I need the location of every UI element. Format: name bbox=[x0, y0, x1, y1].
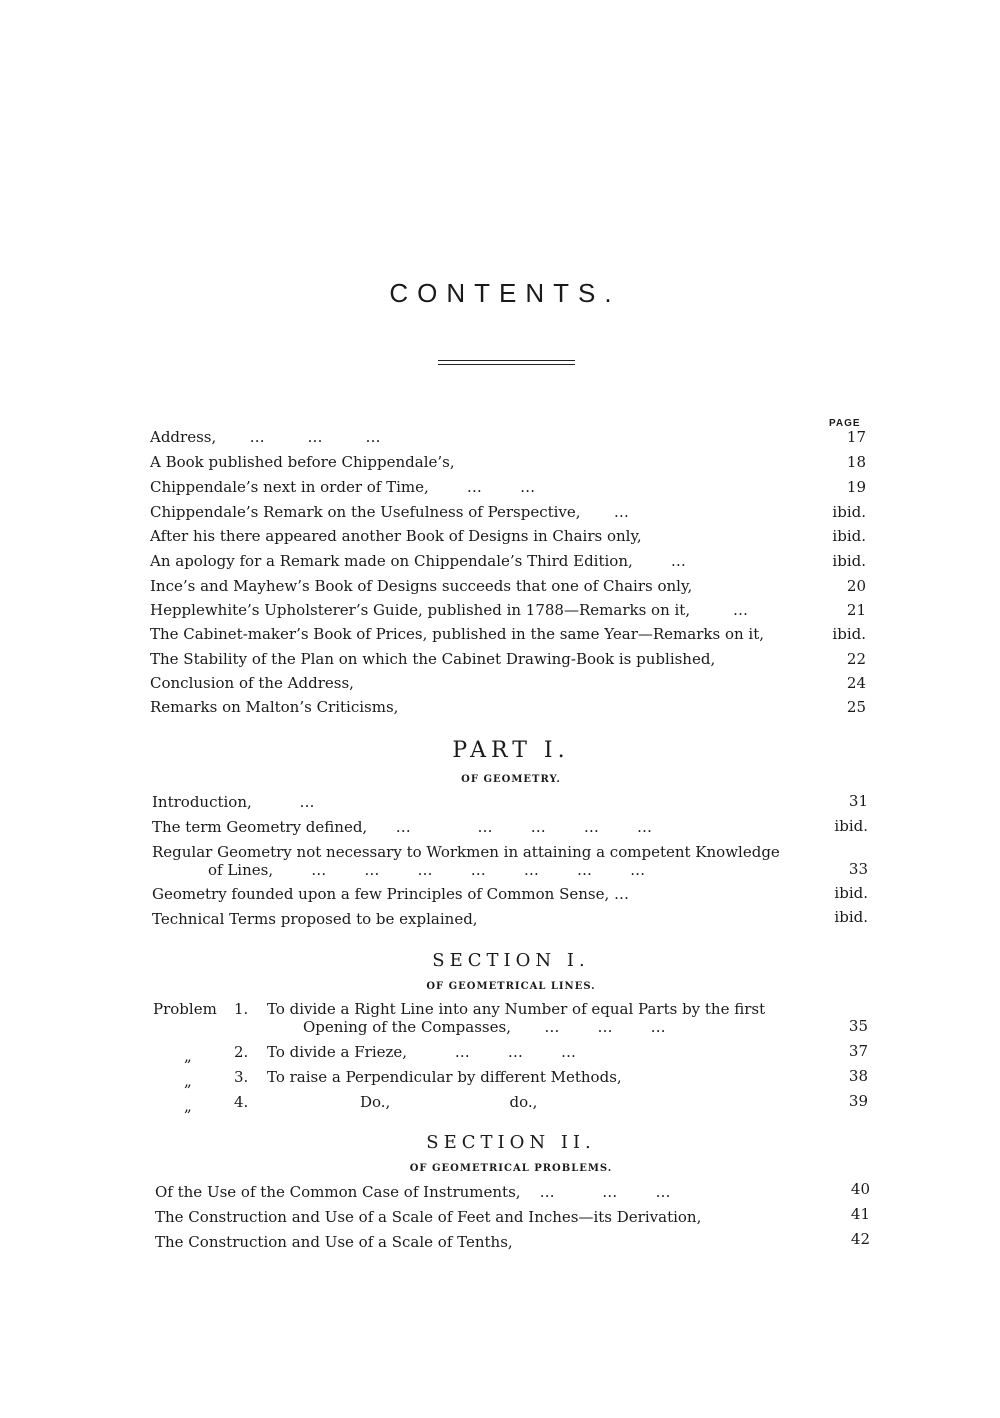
contents-entry: Remarks on Malton’s Criticisms, bbox=[150, 698, 399, 716]
contents-entry: Conclusion of the Address, bbox=[150, 674, 354, 692]
contents-entry: Ince’s and Mayhew’s Book of Designs succeeds that one of Chairs only, bbox=[150, 577, 693, 595]
page-number: 24 bbox=[846, 674, 866, 692]
problem-number: 4. bbox=[234, 1093, 249, 1111]
section1-title: SECTION I. bbox=[432, 950, 590, 971]
problem-text: Do., do., bbox=[360, 1093, 538, 1111]
problem-label: Problem bbox=[153, 1000, 217, 1018]
contents-entry: Address, … … … bbox=[150, 428, 381, 446]
ditto-mark: „ bbox=[184, 1072, 192, 1090]
section2-subtitle: OF GEOMETRICAL PROBLEMS. bbox=[409, 1163, 613, 1174]
contents-entry: The Stability of the Plan on which the Cabinet Drawing-Book is published, bbox=[150, 650, 716, 668]
contents-entry: Of the Use of the Common Case of Instruments, … … … bbox=[155, 1183, 671, 1201]
page-number: ibid. bbox=[834, 817, 868, 835]
contents-entry: of Lines, … … … … … … … bbox=[208, 861, 646, 879]
page-number: 20 bbox=[846, 577, 866, 595]
problem-text: To raise a Perpendicular by different Methods, bbox=[267, 1068, 622, 1086]
contents-entry: Regular Geometry not necessary to Workmen in attaining a competent Knowledge bbox=[152, 843, 780, 861]
problem-number: 1. bbox=[234, 1000, 249, 1018]
part-subtitle: OF GEOMETRY. bbox=[461, 774, 561, 785]
page-number: 25 bbox=[846, 698, 866, 716]
contents-entry: An apology for a Remark made on Chippendale’s Third Edition, … bbox=[150, 552, 686, 570]
title-rule-top bbox=[438, 360, 575, 361]
page-number: 38 bbox=[848, 1067, 868, 1085]
page-number: 41 bbox=[850, 1205, 870, 1223]
problem-text: To divide a Right Line into any Number of equal Parts by the first bbox=[267, 1000, 766, 1018]
page-number: 39 bbox=[848, 1092, 868, 1110]
page-number: 22 bbox=[846, 650, 866, 668]
contents-entry: After his there appeared another Book of Designs in Chairs only, bbox=[150, 527, 642, 545]
page-number: 17 bbox=[846, 428, 866, 446]
section1-subtitle: OF GEOMETRICAL LINES. bbox=[426, 981, 596, 992]
section2-title: SECTION II. bbox=[426, 1132, 596, 1153]
page-number: 31 bbox=[848, 792, 868, 810]
page-number: ibid. bbox=[834, 884, 868, 902]
contents-entry: The Construction and Use of a Scale of Feet and Inches—its Derivation, bbox=[155, 1208, 702, 1226]
page-number: 40 bbox=[850, 1180, 870, 1198]
contents-entry: The Cabinet-maker’s Book of Prices, published in the same Year—Remarks on it, bbox=[150, 625, 765, 643]
page-number: 19 bbox=[846, 478, 866, 496]
page-column-header: PAGE bbox=[829, 418, 861, 429]
contents-entry: Technical Terms proposed to be explained, bbox=[152, 910, 478, 928]
contents-entry: The term Geometry defined, … … … … … bbox=[152, 818, 652, 836]
contents-entry: Chippendale’s next in order of Time, … … bbox=[150, 478, 536, 496]
part-title: PART I. bbox=[452, 738, 570, 763]
contents-entry: Geometry founded upon a few Principles of Common Sense, … bbox=[152, 885, 630, 903]
contents-entry: The Construction and Use of a Scale of Tenths, bbox=[155, 1233, 513, 1251]
problem-number: 2. bbox=[234, 1043, 249, 1061]
title-rule-bottom bbox=[438, 364, 575, 365]
problem-text: To divide a Frieze, … … … bbox=[267, 1043, 577, 1061]
page-number: 35 bbox=[848, 1017, 868, 1035]
page-number: ibid. bbox=[832, 552, 866, 570]
page-number: 33 bbox=[848, 860, 868, 878]
page-number: 37 bbox=[848, 1042, 868, 1060]
problem-text-continued: Opening of the Compasses, … … … bbox=[303, 1018, 666, 1036]
ditto-mark: „ bbox=[184, 1097, 192, 1115]
problem-number: 3. bbox=[234, 1068, 249, 1086]
page-number: 42 bbox=[850, 1230, 870, 1248]
ditto-mark: „ bbox=[184, 1047, 192, 1065]
contents-entry: Introduction, … bbox=[152, 793, 315, 811]
page-number: 21 bbox=[846, 601, 866, 619]
page-number: ibid. bbox=[832, 527, 866, 545]
page-number: ibid. bbox=[834, 908, 868, 926]
page-number: 18 bbox=[846, 453, 866, 471]
page-title: CONTENTS. bbox=[389, 278, 621, 308]
page-number: ibid. bbox=[832, 625, 866, 643]
contents-entry: Chippendale’s Remark on the Usefulness of Perspective, … bbox=[150, 503, 629, 521]
contents-entry: Hepplewhite’s Upholsterer’s Guide, published in 1788—Remarks on it, … bbox=[150, 601, 749, 619]
contents-entry: A Book published before Chippendale’s, bbox=[150, 453, 455, 471]
page-number: ibid. bbox=[832, 503, 866, 521]
